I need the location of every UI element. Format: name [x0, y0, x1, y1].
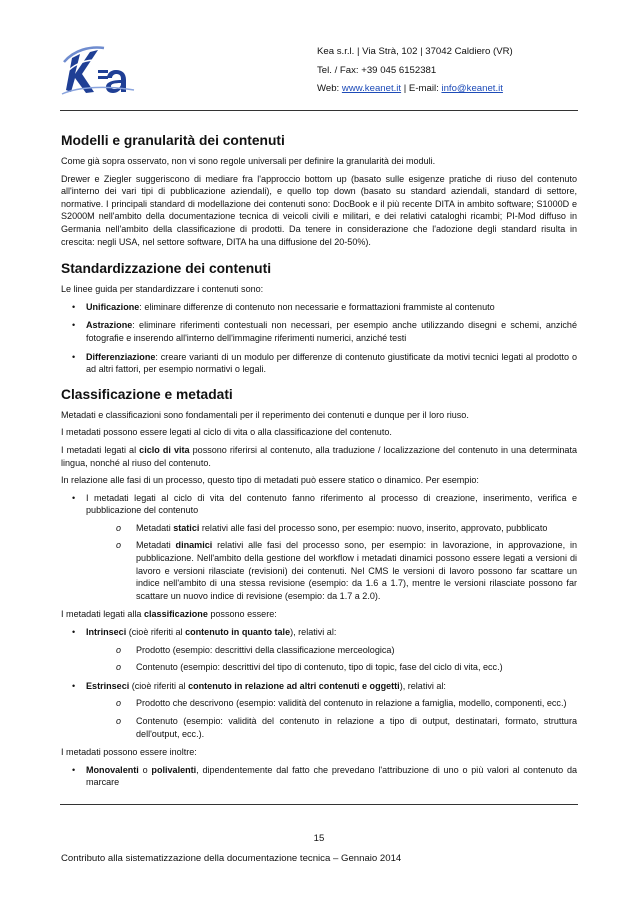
kea-logo-icon	[60, 40, 140, 96]
paragraph: Come già sopra osservato, non vi sono regole universali per definire la granularità dei moduli.	[61, 156, 436, 166]
kea-logo	[60, 40, 140, 96]
section-heading: Modelli e granularità dei contenuti	[61, 133, 285, 148]
email-link[interactable]: info@keanet.it	[441, 83, 503, 94]
sub-list-item: o Contenuto (esempio: validità del contenuto in relazione a tipo di output, destinatari, formato, struttura dell'output, ecc.).	[86, 715, 577, 740]
paragraph: In relazione alle fasi di un processo, questo tipo di metadati può essere statico o dinamico. Per esempio:	[61, 475, 479, 486]
paragraph: I metadati legati alla classificazione possono essere:	[61, 609, 277, 620]
phone-fax: Tel. / Fax: +39 045 6152381	[317, 64, 437, 76]
page-number: 15	[313, 833, 325, 844]
company-address: Kea s.r.l. | Via Strà, 102 | 37042 Caldiero (VR)	[317, 46, 513, 57]
contact-block	[317, 43, 513, 99]
sub-list-item: o Contenuto (esempio: descrittivi del tipo di contenuto, tipo di topic, fase del ciclo di vita, ecc.)	[86, 661, 577, 674]
sub-list-item: o Metadati dinamici relativi alle fasi del processo sono, per esempio: in lavorazione, in approvazione, in pubblicazione. Nell'ambito della gestione del workflow i metadati dinamici possono essere legati a versioni di lavoro e versioni rilasciate (revisioni) dei contenuti. Nel CMS le versioni di lavoro possono far scattare un indice nell'ambito di una stessa revisione (esempio: da 1.6 a 1.7), mentre le versioni rilasciate possono far scattare un nuovo indice di revisione (esempio: da 1.7 a 2.0).	[86, 539, 577, 602]
list-item: • Monovalenti o polivalenti, dipendentemente dal fatto che prevedano l'attribuzione di uno o più valori al contenuto da marcare	[61, 764, 577, 789]
sub-list	[86, 644, 577, 674]
sub-list	[86, 522, 577, 603]
metadata-list	[61, 492, 577, 603]
paragraph: I metadati legati al ciclo di vita possono riferirsi al contenuto, alla traduzione / localizzazione del contenuto in una determinata lingua, nonché al riuso del contenuto.	[61, 444, 577, 468]
web-email-line: Web: www.keanet.it | E-mail: info@keanet.it	[317, 83, 503, 94]
website-link[interactable]: www.keanet.it	[341, 83, 402, 94]
section-heading: Classificazione e metadati	[61, 386, 233, 402]
list-item: • I metadati legati al ciclo di vita del contenuto fanno riferimento al processo di creazione, inserimento, verifica e pubblicazione del contenuto o Metadati statici relativi alle fasi del processo sono, per esempio: nuovo, inserito, approvato, pubblicato o Metadati dinamici relativi alle fasi del processo sono, per esempio: in lavorazione, in approvazione, in pubblicazione. Nell'ambito della gestione del workflow i metadati dinamici possono essere legati a versioni di lavoro e versioni rilasciate (revisioni) dei contenuti. Nel CMS le versioni di lavoro possono far scattare un indice nell'ambito di una stessa revisione (esempio: da 1.6 a 1.7), mentre le versioni rilasciate possono far scattare un nuovo indice di revisione (esempio: da 1.7 a 2.0).	[61, 492, 577, 603]
footer-divider	[60, 804, 578, 805]
section-heading: Standardizzazione dei contenuti	[61, 261, 272, 277]
list-item: • Differenziazione: creare varianti di un modulo per differenze di contenuto giustificate da motivi tecnici legati al prodotto o ad altri fattori, per esempio normativi o legali.	[61, 351, 577, 376]
list-item: • Intrinseci (cioè riferiti al contenuto in quanto tale), relativi al: o Prodotto (esempio: descrittivi della classificazione merceologica) o Contenuto (esempio: descrittivi del tipo di contenuto, tipo di topic, fase del ciclo di vita, ecc.)	[61, 626, 577, 674]
paragraph: I metadati possono essere legati al ciclo di vita o alla classificazione del contenuto.	[61, 427, 392, 438]
list-item: • Unificazione: eliminare differenze di contenuto non necessarie e formattazioni frammiste al contenuto	[61, 301, 577, 314]
list-item: • Astrazione: eliminare riferimenti contestuali non necessari, per esempio anche utilizzando disegni e schemi, anziché fotografie e inserendo all'interno dell'immagine riferimenti numerici, anziché testi	[61, 319, 577, 344]
list-item: • Estrinseci (cioè riferiti al contenuto in relazione ad altri contenuti e oggetti), relativi al: o Prodotto che descrivono (esempio: validità del contenuto in relazione a famiglia, modello, componenti, ecc.) o Contenuto (esempio: validità del contenuto in relazione a tipo di output, destinatari, formato, struttura dell'output, ecc.).	[61, 680, 577, 740]
footer-text: Contributo alla sistematizzazione della documentazione tecnica – Gennaio 2014	[61, 853, 402, 864]
paragraph: I metadati possono essere inoltre:	[61, 747, 197, 758]
paragraph: Metadati e classificazioni sono fondamentali per il reperimento dei contenuti e dunque per il loro riuso.	[61, 409, 469, 420]
page-content	[61, 132, 577, 795]
header-divider	[60, 110, 578, 111]
paragraph: Drewer e Ziegler suggeriscono di mediare fra l'approccio bottom up (basato sulle esigenze pratiche di riuso del contenuto all'interno dei vari tipi di pubblicazione aziendali), e quello top down (basato su standard aziendali, standard di settore, normative. I principali standard di modellazione dei contenuti sono: DocBook e il più recente DITA in ambito software; S1000D e S2000M nell'ambito della documentazione tecnica di veicoli civili e militari, e dei relativi cataloghi ricambi; PI-Mod diffuso in Germania nell'ambito della classificazione di prodotti. Da tenere in considerazione che l'adozione degli standard risulta in crescita: negli USA, nel settore software, DITA ha una diffusione del 20-50%).	[61, 173, 577, 247]
valence-list	[61, 764, 577, 789]
sub-list-item: o Prodotto che descrivono (esempio: validità del contenuto in relazione a famiglia, modello, componenti, ecc.)	[86, 697, 577, 710]
sub-list	[86, 697, 577, 740]
classification-list	[61, 626, 577, 740]
guideline-list	[61, 301, 577, 376]
paragraph: Le linee guida per standardizzare i contenuti sono:	[61, 284, 264, 295]
sub-list-item: o Prodotto (esempio: descrittivi della classificazione merceologica)	[86, 644, 577, 657]
sub-list-item: o Metadati statici relativi alle fasi del processo sono, per esempio: nuovo, inserito, approvato, pubblicato	[86, 522, 577, 535]
